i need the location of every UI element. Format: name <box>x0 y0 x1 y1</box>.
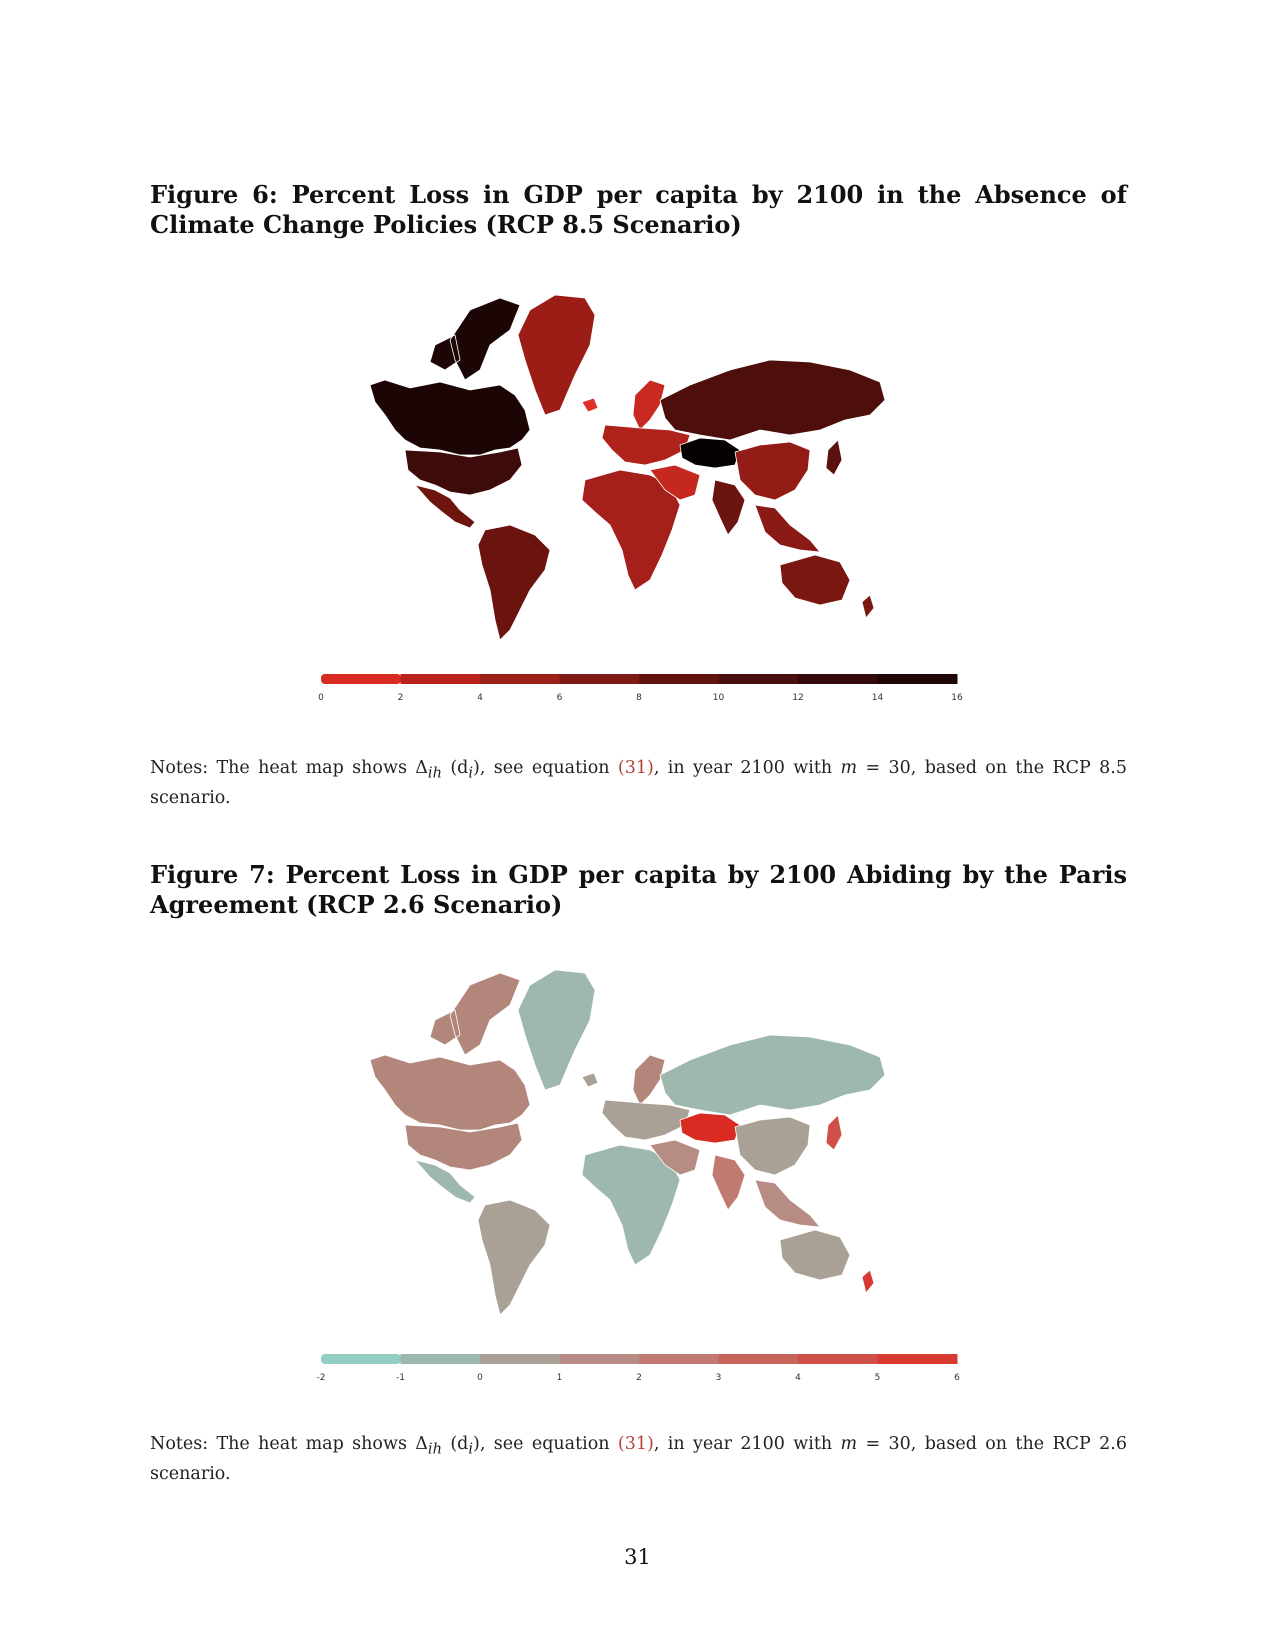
map-region-scandinavia <box>633 380 665 430</box>
map-region-nz <box>862 595 874 618</box>
figure-7-world-map <box>350 965 930 1345</box>
map-region-scandinavia <box>633 1055 665 1105</box>
delta-symbol: Δ <box>415 1434 428 1454</box>
colorbar-segment <box>878 1354 958 1364</box>
colorbar-tick-label: 4 <box>477 693 483 703</box>
map-region-kazakhstan <box>680 438 740 468</box>
argument-subscript: i <box>468 764 474 782</box>
colorbar-end-cap <box>947 674 957 684</box>
colorbar-tick-label: 6 <box>556 693 563 703</box>
notes-text: Notes: The heat map shows <box>150 758 416 778</box>
colorbar-tick-label: -1 <box>396 1373 405 1383</box>
map-region-iceland <box>582 398 598 412</box>
colorbar-segment <box>321 674 401 684</box>
colorbar-segment <box>560 674 640 684</box>
notes-text: Notes: The heat map shows <box>150 1434 416 1454</box>
map-region-japan <box>826 440 842 475</box>
delta-subscript: ih <box>427 764 442 782</box>
colorbar-tick-label: 6 <box>954 1373 960 1383</box>
equation-reference-link[interactable]: (31) <box>617 1434 654 1454</box>
map-region-japan <box>826 1115 842 1150</box>
colorbar-segment <box>719 674 799 684</box>
colorbar-tick-label: 16 <box>951 693 963 703</box>
colorbar-tick-label: 2 <box>636 1373 642 1383</box>
colorbar-tick-label: 2 <box>397 693 404 703</box>
colorbar-segment <box>321 1354 401 1364</box>
page-number: 31 <box>624 1545 651 1569</box>
notes-text: , in year 2100 with <box>653 1434 841 1454</box>
colorbar-tick-label: 0 <box>477 1373 483 1383</box>
map-region-india <box>712 480 745 535</box>
notes-text: , in year 2100 with <box>653 758 841 778</box>
colorbar-segment <box>401 674 481 684</box>
figure-6-colorbar <box>318 672 963 708</box>
colorbar-segment <box>560 1354 640 1364</box>
figure-7-notes <box>150 1432 1127 1487</box>
equation-reference-link[interactable]: (31) <box>617 758 654 778</box>
map-region-south-america <box>478 525 550 640</box>
map-region-australia <box>780 555 850 605</box>
notes-argument: (d <box>450 1434 469 1454</box>
figure-7-title: Figure 7: Percent Loss in GDP per capita by 2100 Abiding by the Paris Agreement (RCP 2.6 Scenario) <box>150 860 1127 919</box>
map-region-greenland <box>518 295 595 415</box>
colorbar-tick-label: 4 <box>795 1373 801 1383</box>
figure-6-title: Figure 6: Percent Loss in GDP per capita by 2100 in the Absence of Climate Change Policies (RCP 8.5 Scenario) <box>150 180 1127 239</box>
notes-variable: m <box>840 758 858 778</box>
notes-text: = 30, based on the RCP 8.5 scenario. <box>150 758 1127 808</box>
colorbar-tick-label: 12 <box>792 693 804 703</box>
notes-argument-close: ) <box>473 758 480 778</box>
notes-argument-close: ) <box>473 1434 480 1454</box>
colorbar-tick-label: 1 <box>556 1373 563 1383</box>
map-region-china <box>735 1117 810 1175</box>
colorbar-tick-label: 3 <box>715 1373 722 1383</box>
colorbar-segment <box>798 674 878 684</box>
map-region-europe <box>602 425 690 465</box>
map-region-iceland <box>582 1073 598 1087</box>
argument-subscript: i <box>468 1440 474 1458</box>
figure-6-notes <box>150 756 1127 811</box>
map-region-nz <box>862 1270 874 1293</box>
map-region-china <box>735 442 810 500</box>
colorbar-segment <box>401 1354 481 1364</box>
notes-text: = 30, based on the RCP 2.6 scenario. <box>150 1434 1127 1484</box>
notes-text: , see equation <box>479 758 618 778</box>
colorbar-segment <box>480 1354 560 1364</box>
notes-argument: (d <box>450 758 469 778</box>
map-region-canada <box>370 298 530 455</box>
notes-variable: m <box>840 1434 858 1454</box>
map-region-australia <box>780 1230 850 1280</box>
map-region-se-asia <box>755 505 820 552</box>
colorbar-segment <box>798 1354 878 1364</box>
map-region-canada <box>370 973 530 1130</box>
colorbar-tick-label: 0 <box>318 693 324 703</box>
colorbar-segment <box>719 1354 799 1364</box>
map-region-europe <box>602 1100 690 1140</box>
colorbar-tick-label: -2 <box>316 1373 326 1383</box>
figure-6-world-map <box>350 290 930 670</box>
figure-7-colorbar <box>318 1352 960 1388</box>
delta-subscript: ih <box>427 1440 442 1458</box>
map-region-india <box>712 1155 745 1210</box>
colorbar-tick-label: 8 <box>636 693 642 703</box>
colorbar-tick-label: 14 <box>871 693 884 703</box>
colorbar-tick-label: 10 <box>712 693 725 703</box>
map-region-south-america <box>478 1200 550 1315</box>
colorbar-segment <box>639 674 719 684</box>
colorbar-segment <box>639 1354 719 1364</box>
colorbar-end-cap <box>947 1354 957 1364</box>
map-region-se-asia <box>755 1180 820 1227</box>
map-region-kazakhstan <box>680 1113 740 1143</box>
map-region-russia <box>660 360 885 440</box>
map-region-greenland <box>518 970 595 1090</box>
colorbar-segment <box>878 674 958 684</box>
colorbar-segment <box>480 674 560 684</box>
notes-text: , see equation <box>479 1434 618 1454</box>
map-region-russia <box>660 1035 885 1115</box>
delta-symbol: Δ <box>415 758 428 778</box>
colorbar-tick-label: 5 <box>874 1373 881 1383</box>
